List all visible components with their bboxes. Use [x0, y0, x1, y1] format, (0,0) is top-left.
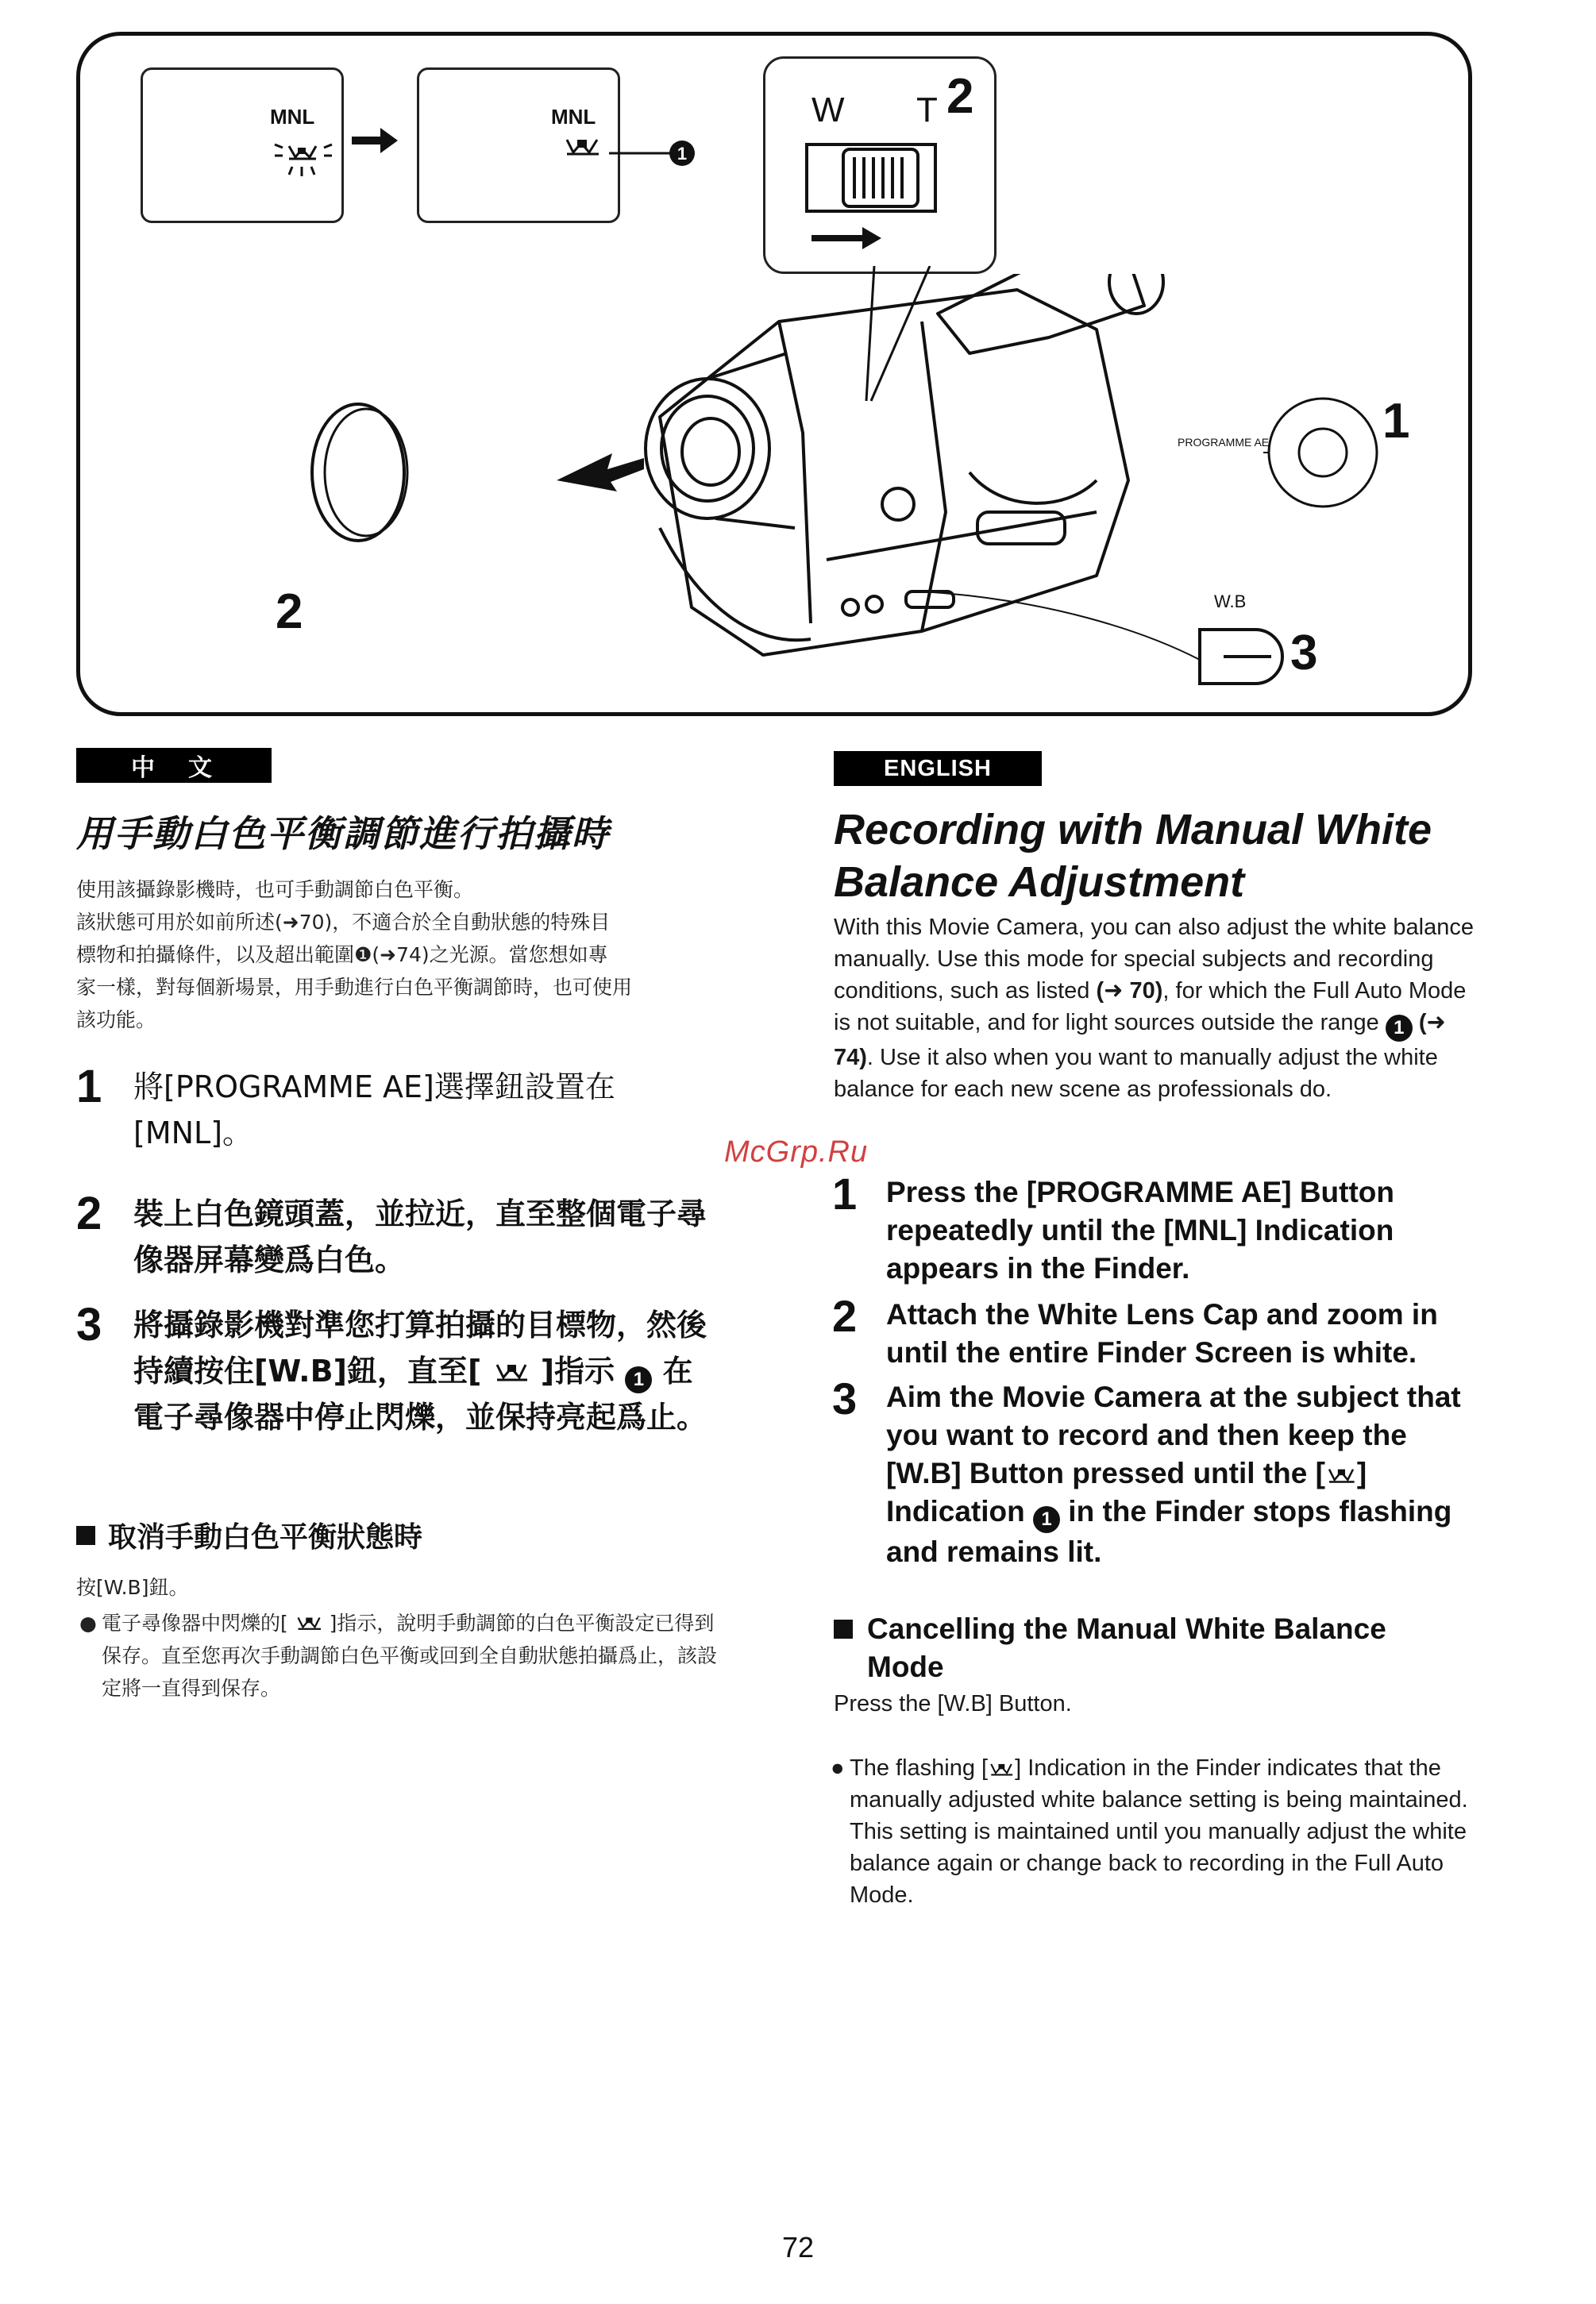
lens-cap-icon [295, 385, 422, 560]
square-bullet-icon [76, 1526, 95, 1545]
finder-mnl-label: MNL [270, 105, 315, 129]
callout-number-lens-cap: 2 [276, 584, 303, 639]
bullet-dot-icon: ● [79, 1612, 97, 1635]
bullet-text [850, 1752, 1485, 1911]
step-text-part: 將攝錄影機對準您打算拍攝的目標物，然後持續按住[W.B]鈕，直至[ [133, 1308, 707, 1389]
english-step-1 [832, 1169, 1491, 1291]
step-text: 將[PROGRAMME AE]選擇鈕設置在[MNL]。 [133, 1069, 615, 1150]
step-text-part: 在電子尋像器中停止閃爍，並保持亮起爲止。 [133, 1354, 707, 1435]
step-text-part: ]指示 [540, 1354, 615, 1389]
wb-label: W.B [1214, 591, 1247, 611]
wb-button-icon [1192, 625, 1303, 688]
chinese-cancel-heading [76, 1515, 422, 1555]
step-text: 裝上白色鏡頭蓋，並拉近，直至整個電子尋像器屏幕變爲白色。 [133, 1196, 707, 1277]
chinese-intro [76, 873, 719, 1036]
programme-ae-dial-icon [1263, 393, 1382, 512]
watermark-text: McGrp.Ru [724, 1135, 869, 1169]
step-number: 1 [832, 1169, 858, 1219]
svg-text:1: 1 [677, 144, 688, 164]
intro-text-part: , for which the Full Auto Mode is not suitable, and for light sources outside the range [834, 978, 1467, 1035]
callout-number-programme-ae: 1 [1382, 394, 1410, 449]
intro-text-part: With this Movie Camera, you can also adjust the white balance manually. Use this mode for special subjects and recording conditions, such as listed [834, 915, 1474, 1004]
language-label: 中 文 [131, 754, 217, 782]
finder-display-lit [417, 67, 620, 223]
english-step-3 [832, 1374, 1491, 1575]
illustration-panel [76, 32, 1472, 716]
indicator-number-icon: 1 [625, 1366, 652, 1393]
step-number: 1 [76, 1061, 102, 1112]
zoom-tele-label: T [916, 91, 938, 129]
bullet-text-part: 電子尋像器中閃爍的[ [102, 1612, 288, 1635]
intro-reference: (➜ 70) [1096, 978, 1163, 1004]
chinese-cancel-press: 按[W.B]鈕。 [76, 1576, 189, 1599]
finder-display-flashing [141, 67, 344, 223]
language-bar-chinese [76, 748, 272, 783]
wb-icon [988, 1762, 1015, 1778]
language-bar-english [834, 751, 1042, 786]
zoom-lever-callout [763, 56, 997, 274]
square-bullet-icon [834, 1620, 853, 1639]
chinese-title: 用手動白色平衡調節進行拍攝時 [76, 812, 610, 855]
bullet-dot-icon: ● [831, 1755, 845, 1781]
bullet-text-part: The flashing [ [850, 1755, 989, 1781]
step-text-part: Aim the Movie Camera at the subject that you want to record and then keep the [W.B] Button pressed until the [ [886, 1381, 1461, 1489]
wb-icon [564, 135, 602, 159]
step-text [133, 1302, 721, 1440]
english-intro [834, 911, 1485, 1105]
chinese-cancel-title: 取消手動白色平衡狀態時 [108, 1521, 423, 1554]
intro-text-part: . Use it also when you want to manually adjust the white balance for each new scene as professionals do. [834, 1045, 1438, 1102]
chinese-step-3 [76, 1299, 727, 1493]
intro-reference: (➜ 74) [834, 1010, 1446, 1070]
step-number: 2 [832, 1291, 858, 1341]
step-number: 3 [832, 1374, 858, 1424]
step-number: 3 [76, 1299, 102, 1350]
wb-icon [1325, 1466, 1357, 1485]
chinese-step-2 [76, 1188, 727, 1286]
indicator-number-icon: 1 [1386, 1015, 1413, 1042]
zoom-wide-label: W [811, 91, 845, 129]
chinese-intro-line: 該狀態可用於如前所述(➜70)，不適合於全自動狀態的特殊目 [76, 911, 611, 934]
indicator-number-icon: 1 [1033, 1506, 1060, 1533]
indicator-leader-line [609, 137, 696, 169]
chinese-intro-line: 該功能。 [76, 1008, 156, 1031]
bullet-text [102, 1607, 729, 1705]
bullet-text-part: ] Indication in the Finder indicates that the manually adjusted white balance setting is being maintained. This setting is maintained until you manually adjust the white balance again or change back to recording in the Full Auto Mode. [850, 1755, 1468, 1908]
english-cancel-press: Press the [W.B] Button. [834, 1691, 1072, 1716]
wb-icon [295, 1615, 323, 1632]
step-number: 2 [76, 1188, 102, 1239]
step-text: Press the [PROGRAMME AE] Button repeatedly until the [MNL] Indication appears in the Finder. [886, 1176, 1394, 1285]
flashing-wb-icon [272, 133, 335, 181]
chinese-step-1 [76, 1061, 727, 1159]
wb-callout-pointer [922, 584, 1208, 671]
english-title: Recording with Manual White Balance Adjustment [834, 806, 1432, 906]
english-cancel-title: Cancelling the Manual White Balance Mode [867, 1612, 1386, 1683]
step-text: Attach the White Lens Cap and zoom in until the entire Finder Screen is white. [886, 1298, 1438, 1369]
programme-ae-label: PROGRAMME AE [1178, 436, 1270, 449]
language-label: ENGLISH [884, 755, 992, 781]
chinese-intro-line: 標物和拍攝條件，以及超出範圍❶(➜74)之光源。當您想如專 [76, 943, 608, 966]
step-text-part: in the Finder stops flashing and remains lit. [886, 1495, 1452, 1568]
page-number: 72 [781, 2231, 815, 2264]
bullet-text-part: ]指示，說明手動調節的白色平衡設定已得到保存。直至您再次手動調節白色平衡或回到全自動狀態拍攝爲止，該設定將一直得到保存。 [102, 1612, 718, 1700]
step-text-part: ] Indication [886, 1457, 1367, 1528]
wb-icon [492, 1362, 530, 1384]
chinese-intro-line: 使用該攝錄影機時，也可手動調節白色平衡。 [76, 878, 474, 901]
zoom-lever-icon [805, 141, 940, 252]
right-arrow-icon [352, 125, 399, 156]
finder-mnl-label: MNL [551, 105, 596, 129]
english-step-2 [832, 1291, 1491, 1374]
callout-number-zoom: 2 [946, 69, 974, 124]
step-text [886, 1378, 1490, 1571]
callout-number-wb: 3 [1290, 626, 1318, 680]
chinese-intro-line: 家一樣，對每個新場景，用手動進行白色平衡調節時，也可使用 [76, 976, 633, 999]
